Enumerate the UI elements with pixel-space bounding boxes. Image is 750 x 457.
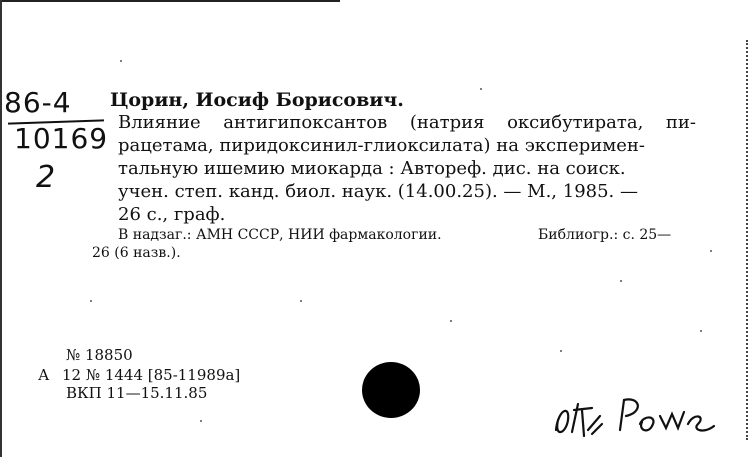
title-line-2: рацетама, пиридоксинил-глиоксилата) на эксперимен-	[118, 135, 646, 156]
stamp-vkp: ВКП 11—15.11.85	[66, 384, 208, 402]
handwritten-signature	[548, 390, 728, 446]
title-line-4: учен. степ. канд. биол. наук. (14.00.25). — М., 1985. —	[118, 181, 638, 202]
shelfmark-bottom: 10169	[14, 122, 109, 155]
card-top-edge	[0, 0, 340, 2]
title-line-1: Влияние антигипоксантов (натрия оксибутирата, пи-	[118, 112, 696, 133]
note-header: В надзаг.: АМН СССР, НИИ фармакологии.	[118, 227, 442, 243]
card-left-edge	[0, 0, 2, 457]
title-line-5: 26 с., граф.	[118, 204, 226, 225]
note-count: 26 (6 назв.).	[92, 245, 181, 261]
card-right-edge	[744, 40, 748, 440]
stamp-letter: А	[38, 366, 50, 384]
shelfmark-top: 86-4	[4, 86, 72, 119]
title-line-3: тальную ишемию миокарда : Автореф. дис. на соиск.	[118, 158, 626, 179]
author-name: Цорин, Иосиф Борисович.	[110, 89, 404, 111]
handwritten-number: 2	[36, 160, 56, 195]
note-bibliography: Библиогр.: с. 25—	[538, 227, 672, 243]
stamp-number: № 18850	[66, 346, 133, 364]
ink-blot	[362, 362, 420, 418]
stamp-code: 12 № 1444 [85-11989а]	[62, 366, 241, 384]
